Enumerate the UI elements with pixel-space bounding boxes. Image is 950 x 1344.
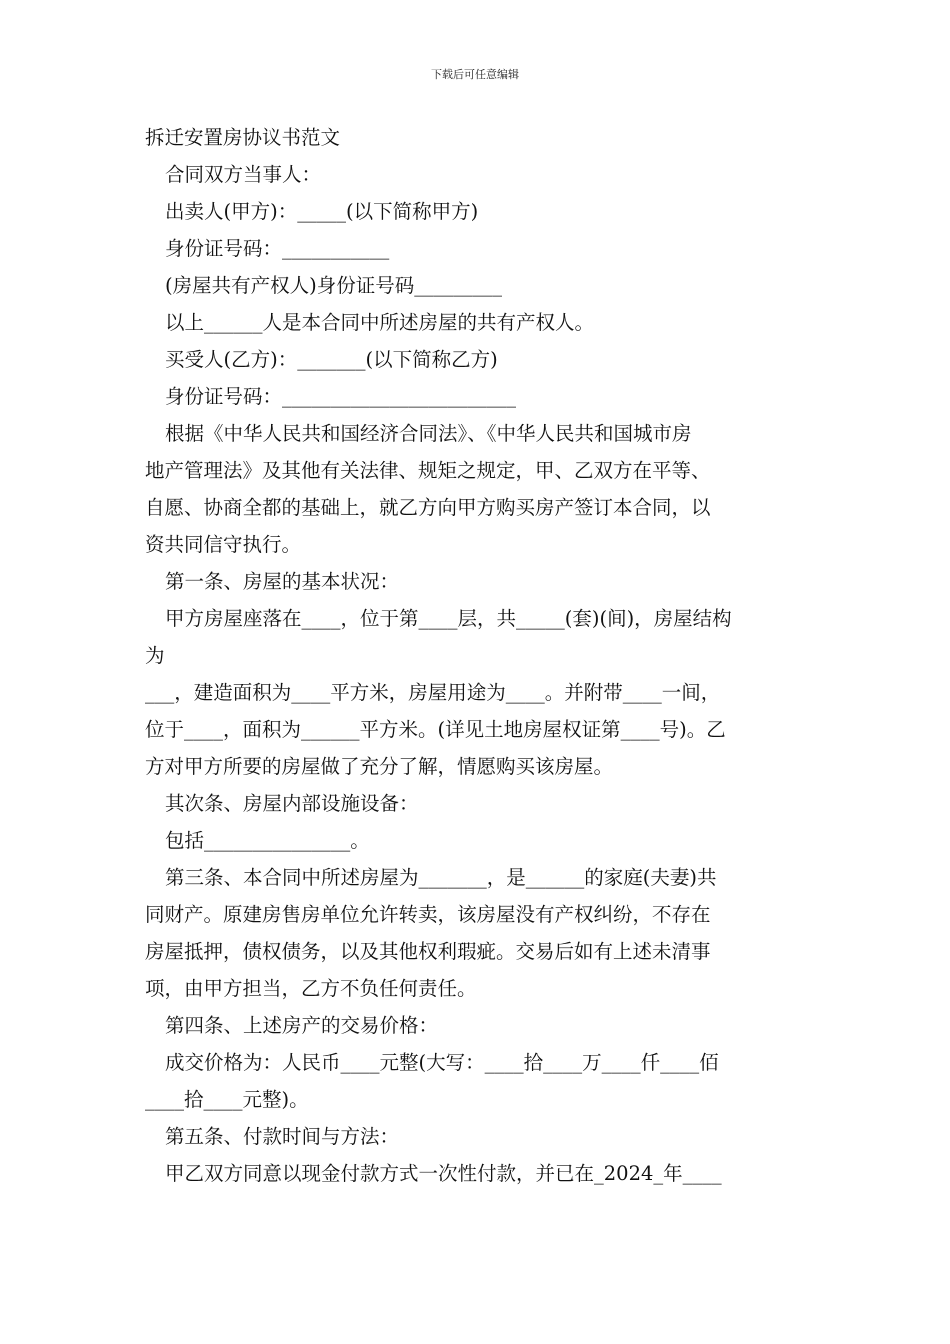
text-line: 买受人(乙方)：_______(以下简称乙方) <box>165 348 498 371</box>
text-line: 第三条、本合同中所述房屋为_______，是______的家庭(夫妻)共 <box>165 866 717 889</box>
text-line: 合同双方当事人： <box>165 163 322 186</box>
text-line: 以上______人是本合同中所述房屋的共有产权人。 <box>165 311 595 334</box>
text-line: 第一条、房屋的基本状况： <box>165 570 400 593</box>
text-line: 甲乙双方同意以现金付款方式一次性付款，并已在_2024_年____ <box>165 1162 722 1185</box>
text-line: 身份证号码：___________ <box>165 237 390 260</box>
text-line: 位于____，面积为______平方米。(详见土地房屋权证第____号)。乙 <box>145 718 726 741</box>
text-line: 第五条、付款时间与方法： <box>165 1125 400 1148</box>
text-line: (房屋共有产权人)身份证号码_________ <box>165 274 502 297</box>
text-line: 为 <box>145 644 165 667</box>
text-line: 资共同信守执行。 <box>145 533 302 556</box>
text-line: 包括_______________。 <box>165 829 370 852</box>
header-note: 下载后可任意编辑 <box>431 68 519 81</box>
text-line: 成交价格为：人民币____元整(大写：____拾____万____仟____佰 <box>165 1051 719 1074</box>
text-line: 出卖人(甲方)：_____(以下简称甲方) <box>165 200 479 223</box>
text-line: 第四条、上述房产的交易价格： <box>165 1014 439 1037</box>
text-line: 房屋抵押，债权债务，以及其他权利瑕疵。交易后如有上述未清事 <box>145 940 711 963</box>
text-line: 根据《中华人民共和国经济合同法》、《中华人民共和国城市房 <box>165 422 692 445</box>
text-line: 地产管理法》及其他有关法律、规矩之规定，甲、乙双方在平等、 <box>145 459 711 482</box>
document-body <box>145 119 810 1192</box>
document-title: 拆迁安置房协议书范文 <box>145 126 341 149</box>
text-line: 身份证号码：________________________ <box>165 385 517 408</box>
text-line: 项，由甲方担当，乙方不负任何责任。 <box>145 977 477 1000</box>
text-line: ___，建造面积为____平方米，房屋用途为____。并附带____一间， <box>145 681 721 704</box>
text-line: 方对甲方所要的房屋做了充分了解，情愿购买该房屋。 <box>145 755 614 778</box>
text-line: 同财产。原建房售房单位允许转卖，该房屋没有产权纠纷，不存在 <box>145 903 711 926</box>
text-line: 其次条、房屋内部设施设备： <box>165 792 419 815</box>
text-line: 甲方房屋座落在____，位于第____层，共_____(套)(间)，房屋结构 <box>165 607 732 630</box>
document-lines <box>145 156 810 1192</box>
text-line: 自愿、协商全都的基础上，就乙方向甲方购买房产签订本合同，以 <box>145 496 711 519</box>
text-line: ____拾____元整)。 <box>145 1088 309 1111</box>
